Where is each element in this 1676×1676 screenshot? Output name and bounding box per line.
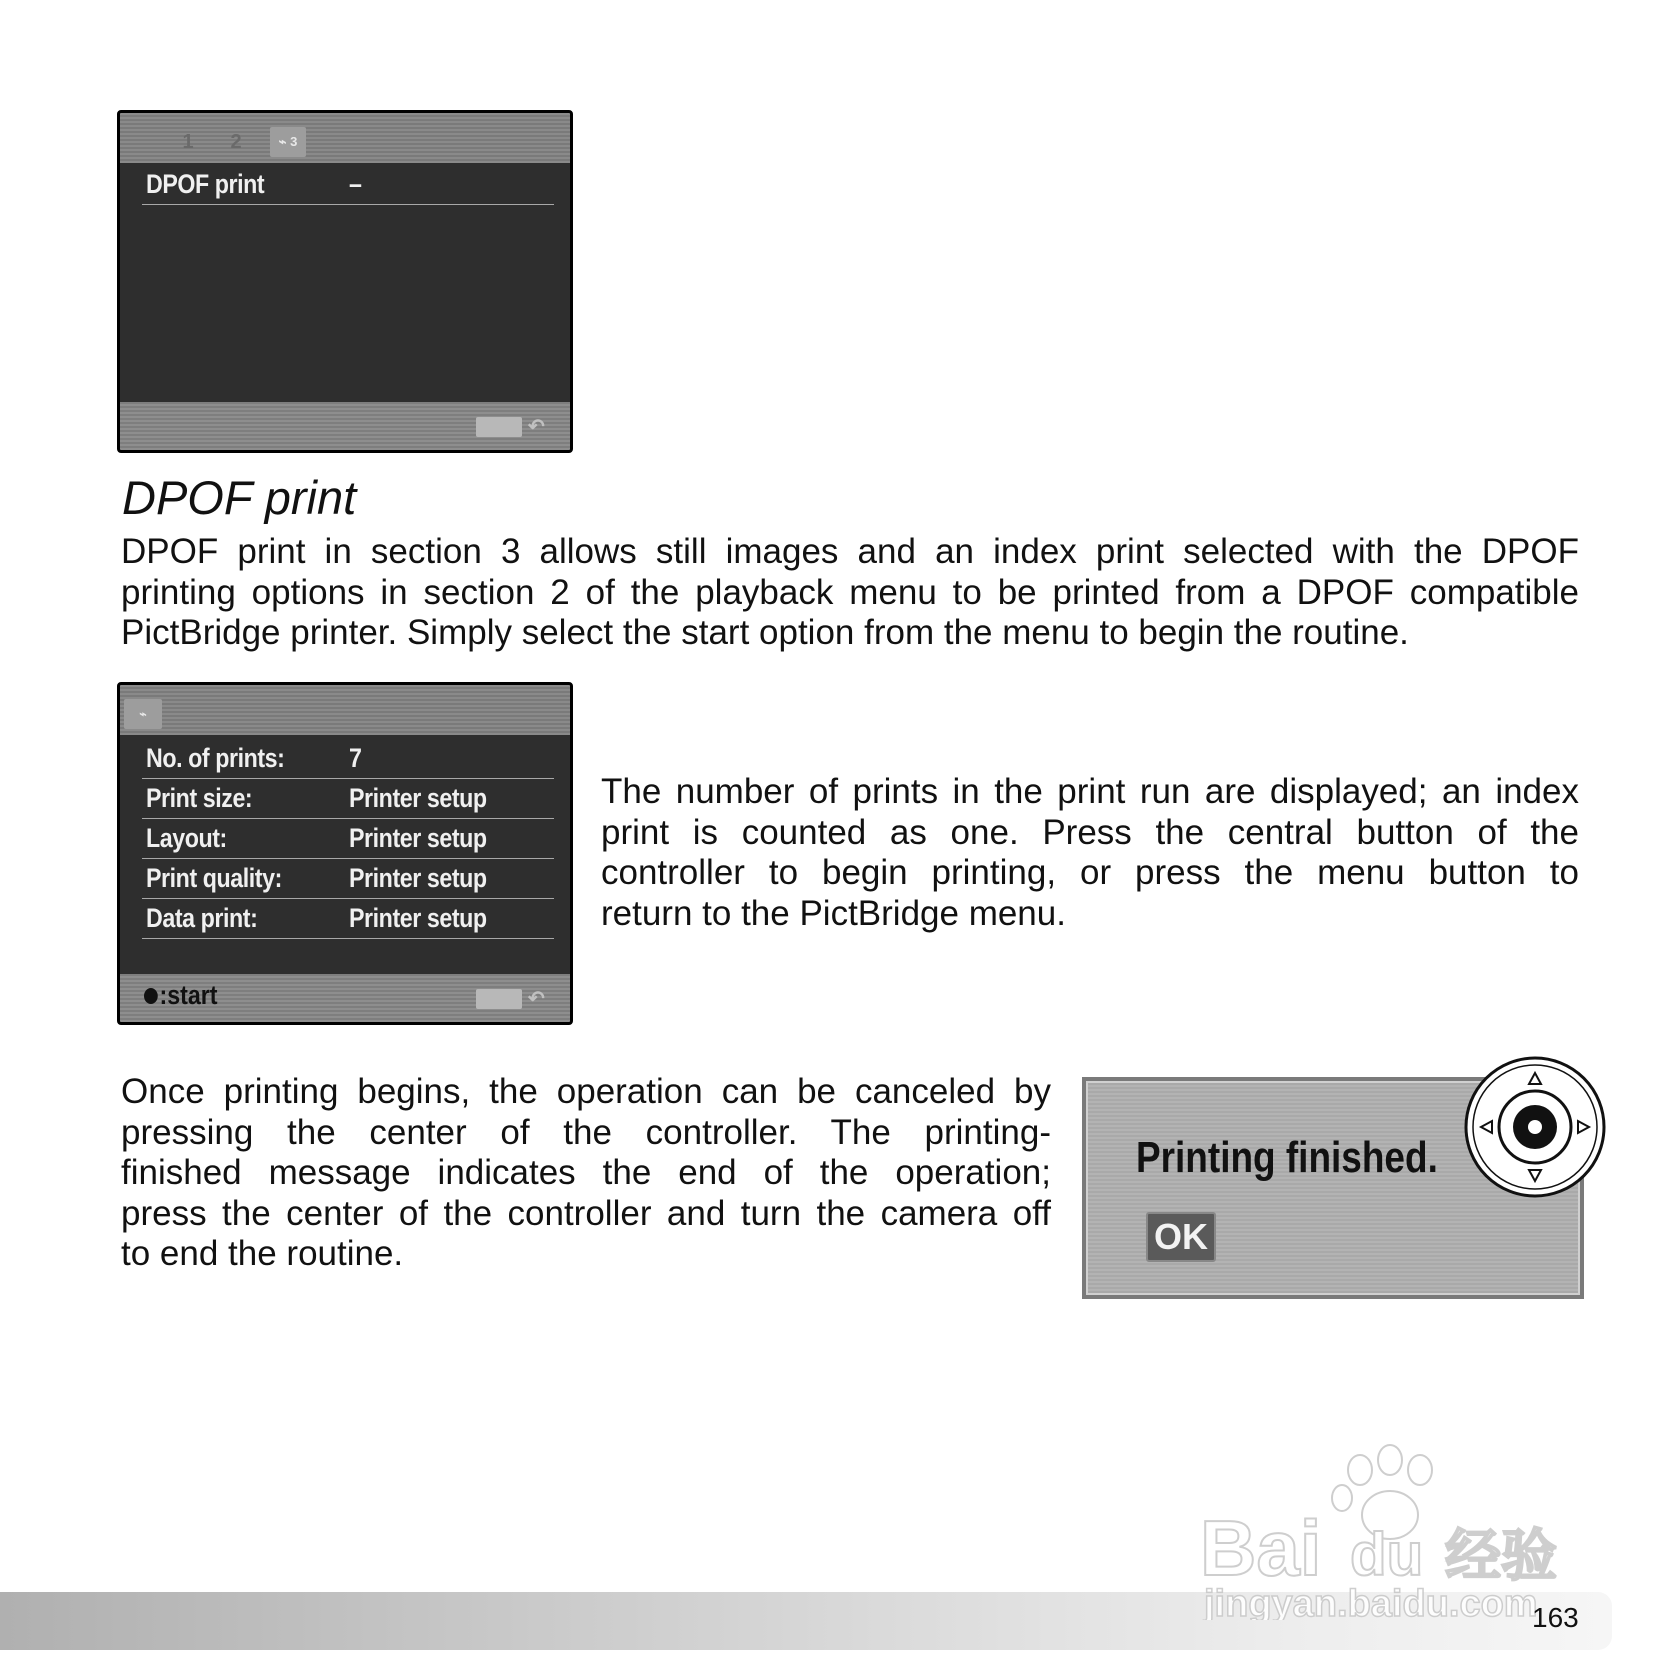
menu-tab-bar: [120, 685, 570, 735]
baidu-watermark: [1200, 1440, 1600, 1620]
controller-dial-icon: [1463, 1055, 1607, 1199]
menu-row-label: DPOF print: [146, 169, 265, 199]
text-line: controller to begin printing, or press the menu button to: [601, 853, 1579, 892]
menu-row-print-quality[interactable]: [142, 859, 554, 899]
svg-text:du: du: [1350, 1521, 1424, 1588]
text-line: press the center of the controller and turn the camera off: [121, 1193, 1051, 1233]
printer-tab-icon: ⌁: [124, 699, 162, 729]
svg-text:Bai: Bai: [1200, 1504, 1322, 1592]
menu-tab-bar: [120, 113, 570, 163]
menu-row-label: No. of prints:: [146, 743, 285, 773]
print-count-paragraph: [601, 772, 1579, 934]
dialog-message: Printing finished.: [1136, 1133, 1438, 1182]
text-line: pressing the center of the controller. The printing-: [121, 1112, 1051, 1152]
start-hint: [144, 980, 218, 1011]
text-line: The number of prints in the print run are displayed; an index: [601, 772, 1579, 811]
svg-text:经验: 经验: [1445, 1524, 1557, 1589]
menu-row-value: –: [349, 169, 362, 199]
menu-row-value: 7: [349, 743, 362, 773]
camera-screen-dpof-menu: [117, 110, 573, 453]
text-line: print is counted as one. Press the central button of the: [601, 812, 1579, 852]
menu-row-value: Printer setup: [349, 783, 487, 813]
camera-screen-print-summary: [117, 682, 573, 1025]
menu-row-print-size[interactable]: [142, 779, 554, 819]
menu-row-value: Printer setup: [349, 823, 487, 853]
text-line: DPOF print in section 3 allows still images and an index print selected with the DPOF: [121, 532, 1579, 571]
tab-2[interactable]: 2: [230, 131, 242, 153]
text-line: Once printing begins, the operation can be canceled by: [121, 1072, 1051, 1111]
text-line: printing options in section 2 of the playback menu to be printed from a DPOF compatible: [121, 572, 1579, 612]
text-line: PictBridge printer. Simply select the start option from the menu to begin the routine.: [121, 613, 1409, 652]
menu-row-dpof-print[interactable]: [142, 165, 554, 205]
menu-row-label: Data print:: [146, 903, 258, 933]
menu-row-label: Print quality:: [146, 863, 282, 893]
center-button-icon: [144, 988, 158, 1004]
cancel-paragraph: [121, 1072, 1051, 1275]
page-number: 163: [1532, 1602, 1579, 1633]
menu-row-value: Printer setup: [349, 863, 487, 893]
menu-row-label: Print size:: [146, 783, 253, 813]
menu-bottom-bar: [120, 974, 570, 1022]
back-arrow-icon: ↶: [476, 988, 546, 1010]
menu-row-no-of-prints[interactable]: [142, 739, 554, 779]
intro-paragraph: [121, 532, 1579, 654]
menu-row-label: Layout:: [146, 823, 227, 853]
menu-bottom-bar: [120, 402, 570, 450]
ok-button[interactable]: OK: [1146, 1212, 1216, 1262]
menu-row-layout[interactable]: [142, 819, 554, 859]
baidu-paw-icon: [1200, 1440, 1600, 1620]
tab-3[interactable]: ⌁ 3: [270, 127, 306, 157]
svg-text:jingyan.baidu.com: jingyan.baidu.com: [1204, 1583, 1538, 1620]
start-label: :start: [159, 980, 218, 1010]
menu-row-value: Printer setup: [349, 903, 487, 933]
section-heading: DPOF print: [122, 471, 357, 524]
text-line: to end the routine.: [121, 1234, 404, 1273]
menu-row-data-print[interactable]: [142, 899, 554, 939]
back-arrow-icon: ↶: [476, 416, 546, 438]
text-line: finished message indicates the end of the operation;: [121, 1153, 1051, 1192]
text-line: return to the PictBridge menu.: [601, 893, 1066, 933]
tab-1[interactable]: 1: [182, 131, 194, 153]
